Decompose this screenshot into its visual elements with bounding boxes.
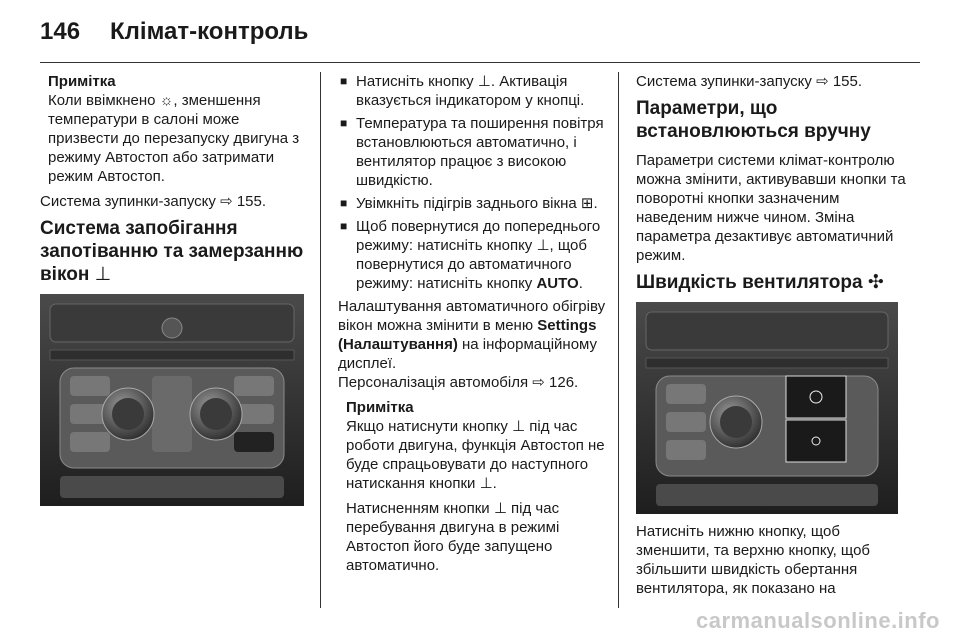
list-item: ■ Увімкніть підігрів заднього вікна ⊞. bbox=[340, 195, 598, 212]
defrost-icon: ⊥ bbox=[94, 264, 112, 285]
page-ref-arrow-icon: ⇨ bbox=[220, 193, 233, 210]
page-header bbox=[40, 18, 920, 60]
header-divider bbox=[40, 62, 920, 63]
note-block bbox=[338, 398, 606, 575]
cross-reference: Персоналізація автомобіля ⇨ 126. bbox=[338, 374, 579, 391]
note-title: Примітка bbox=[346, 399, 414, 416]
column-3 bbox=[636, 72, 908, 604]
column-1 bbox=[40, 72, 308, 514]
instruction-list bbox=[338, 72, 606, 293]
defrost-icon: ⊥ bbox=[493, 500, 507, 517]
page-ref-arrow-icon: ⇨ bbox=[816, 73, 829, 90]
climate-panel-figure bbox=[40, 294, 308, 506]
section-heading-fan-speed: Швидкість вентилятора ✣ bbox=[636, 272, 884, 293]
cross-reference: Система зупинки-запуску ⇨ 155. bbox=[40, 193, 267, 210]
column-2 bbox=[338, 72, 606, 581]
note-text: Натисненням кнопки ⊥ під час перебування двигуна в режимі Автостоп його буде запущено автоматично. bbox=[346, 500, 560, 574]
section-heading-manual: Параметри, що встановлюються вручну bbox=[636, 98, 871, 142]
rear-window-heat-icon: ⊞ bbox=[580, 195, 594, 212]
defrost-icon: ⊥ bbox=[536, 237, 550, 254]
page-title: Клімат-контроль bbox=[110, 18, 309, 45]
defrost-icon: ⊥ bbox=[512, 418, 526, 435]
note-block bbox=[40, 72, 308, 186]
defrost-icon: ⊥ bbox=[479, 475, 493, 492]
column-divider-1 bbox=[320, 72, 321, 608]
note-text: Коли ввімкнено ☼, зменшення температури в салоні може призвести до перезапуску двигуна з режиму Автостоп або затримати режим Автостоп. bbox=[48, 92, 300, 185]
paragraph: Налаштування автоматичного обігріву вікон можна змінити в меню Settings (Налаштування) на інформаційному дисплеї. bbox=[338, 298, 606, 372]
fan-icon: ✣ bbox=[867, 272, 884, 293]
list-item: ■ Щоб повернутися до попереднього режиму: натисніть кнопку ⊥, щоб повернутися до автоматичного режиму: натисніть кнопку AUTO. bbox=[340, 218, 601, 292]
cross-reference: Система зупинки-запуску ⇨ 155. bbox=[636, 73, 863, 90]
list-item: ■ Натисніть кнопку ⊥. Активація вказується індикатором у кнопці. bbox=[340, 73, 585, 109]
defrost-icon: ⊥ bbox=[477, 73, 491, 90]
page-number: 146 bbox=[40, 18, 81, 45]
column-divider-2 bbox=[618, 72, 619, 608]
eco-icon: ☼ bbox=[159, 92, 174, 109]
paragraph: Натисніть нижню кнопку, щоб зменшити, та верхню кнопку, щоб збільшити швидкість обертання вентилятора, як показано на bbox=[636, 523, 871, 597]
paragraph: Параметри системи клімат-контролю можна змінити, активувавши кнопки та поворотні кнопки зазначеним наведеним нижче чином. Зміна параметра дезактивує автоматичний режим. bbox=[636, 152, 906, 264]
list-item: ■ Температура та поширення повітря встановлюються автоматично, і вентилятор працює з високою швидкістю. bbox=[340, 115, 604, 189]
note-text: Якщо натиснути кнопку ⊥ під час роботи двигуна, функція Автостоп не буде спрацьовувати до наступного натискання кнопки ⊥. bbox=[346, 418, 605, 492]
page-ref-arrow-icon: ⇨ bbox=[532, 374, 545, 391]
section-heading-defog: Система запобігання запотіванню та замерзанню вікон ⊥ bbox=[40, 218, 304, 285]
fan-control-figure bbox=[636, 302, 908, 514]
watermark: carmanualsonline.info bbox=[696, 608, 940, 633]
note-title: Примітка bbox=[48, 73, 116, 90]
